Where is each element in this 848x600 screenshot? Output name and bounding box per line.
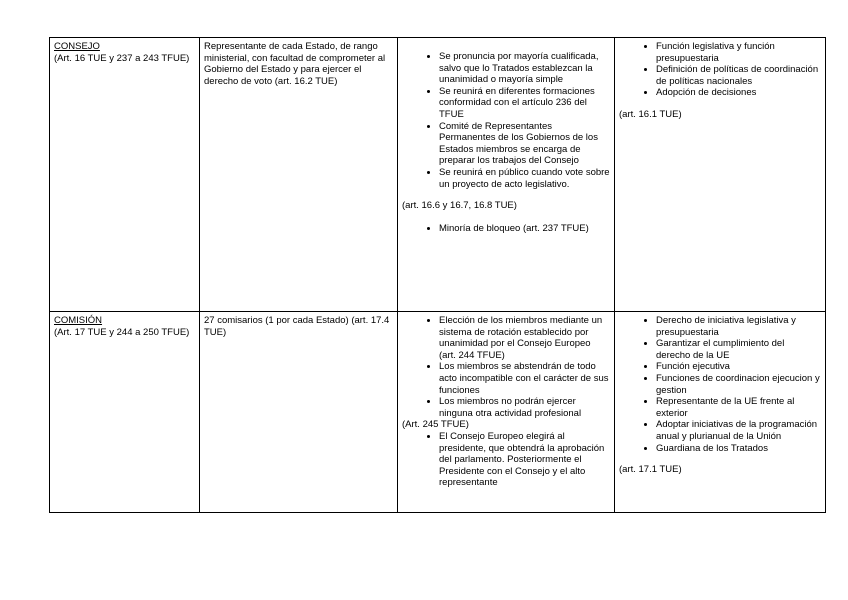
list-item: • Adopción de decisiones — [656, 87, 821, 99]
composition-cell — [200, 312, 398, 513]
institution-reference: (Art. 16 TUE y 237 a 243 TFUE) — [54, 52, 190, 64]
functioning-list — [402, 315, 610, 419]
list-item: • Derecho de iniciativa legislativa y presupuestaria — [656, 315, 821, 338]
composition-text: Representante de cada Estado, de rango ministerial, con facultad de comprometer al Gobierno del Estado y para ejercer el derecho de voto (art. 16.2 TUE) — [204, 41, 386, 87]
institution-reference: (Art. 17 TUE y 244 a 250 TFUE) — [54, 326, 190, 338]
functioning-cell — [398, 312, 615, 513]
list-item: • Guardiana de los Tratados — [656, 443, 821, 455]
functions-list — [619, 315, 821, 454]
institution-title: CONSEJO — [54, 41, 100, 52]
table-row-consejo — [50, 38, 826, 312]
functions-cell — [615, 312, 826, 513]
list-item: • Los miembros no podrán ejercer ninguna otra actividad profesional — [439, 396, 610, 419]
functioning-citation: (art. 16.6 y 16.7, 16.8 TUE) — [402, 200, 517, 212]
list-item: • Se reunirá en público cuando vote sobre un proyecto de acto legislativo. — [439, 167, 610, 190]
functioning-extra-list — [402, 431, 610, 489]
list-item: • Funciones de coordinacion ejecucion y gestion — [656, 373, 821, 396]
functioning-extra-list — [402, 223, 610, 235]
composition-text: 27 comisarios (1 por cada Estado) (art. 17.4 TUE) — [204, 315, 390, 338]
list-item: • Elección de los miembros mediante un sistema de rotación establecido por unanimidad por el Consejo Europeo (art. 244 TFUE) — [439, 315, 610, 361]
list-item: • Función ejecutiva — [656, 361, 821, 373]
list-item: • Adoptar iniciativas de la programación anual y plurianual de la Unión — [656, 419, 821, 442]
composition-cell — [200, 38, 398, 312]
institution-cell — [50, 38, 200, 312]
institutions-table — [49, 37, 826, 513]
list-item: • Los miembros se abstendrán de todo acto incompatible con el carácter de sus funciones — [439, 361, 610, 396]
functioning-cell — [398, 38, 615, 312]
functions-citation: (art. 17.1 TUE) — [619, 464, 682, 476]
functioning-list — [402, 51, 610, 190]
functions-citation: (art. 16.1 TUE) — [619, 108, 682, 120]
list-item: • Comité de Representantes Permanentes de los Gobiernos de los Estados miembros se encarga de preparar los trabajos del Consejo — [439, 121, 610, 167]
table-row-comision — [50, 312, 826, 513]
list-item: • El Consejo Europeo elegirá al presidente, que obtendrá la aprobación del parlamento. Posteriormente el Presidente con el Consejo y el alto representante — [439, 431, 610, 489]
functions-cell — [615, 38, 826, 312]
functions-list — [619, 41, 821, 99]
list-item: • Se pronuncia por mayoría cualificada, salvo que lo Tratados establezcan la unanimidad o mayoría simple — [439, 51, 610, 86]
list-item: • Garantizar el cumplimiento del derecho de la UE — [656, 338, 821, 361]
list-item: • Representante de la UE frente al exterior — [656, 396, 821, 419]
institution-title: COMISIÓN — [54, 315, 103, 326]
list-item: • Minoría de bloqueo (art. 237 TFUE) — [439, 223, 610, 235]
list-item: • Función legislativa y función presupuestaria — [656, 41, 821, 64]
list-item: • Se reunirá en diferentes formaciones conformidad con el artículo 236 del TFUE — [439, 86, 610, 121]
institution-cell — [50, 312, 200, 513]
functioning-citation: (Art. 245 TFUE) — [402, 419, 469, 431]
list-item: • Definición de políticas de coordinación de políticas nacionales — [656, 64, 821, 87]
